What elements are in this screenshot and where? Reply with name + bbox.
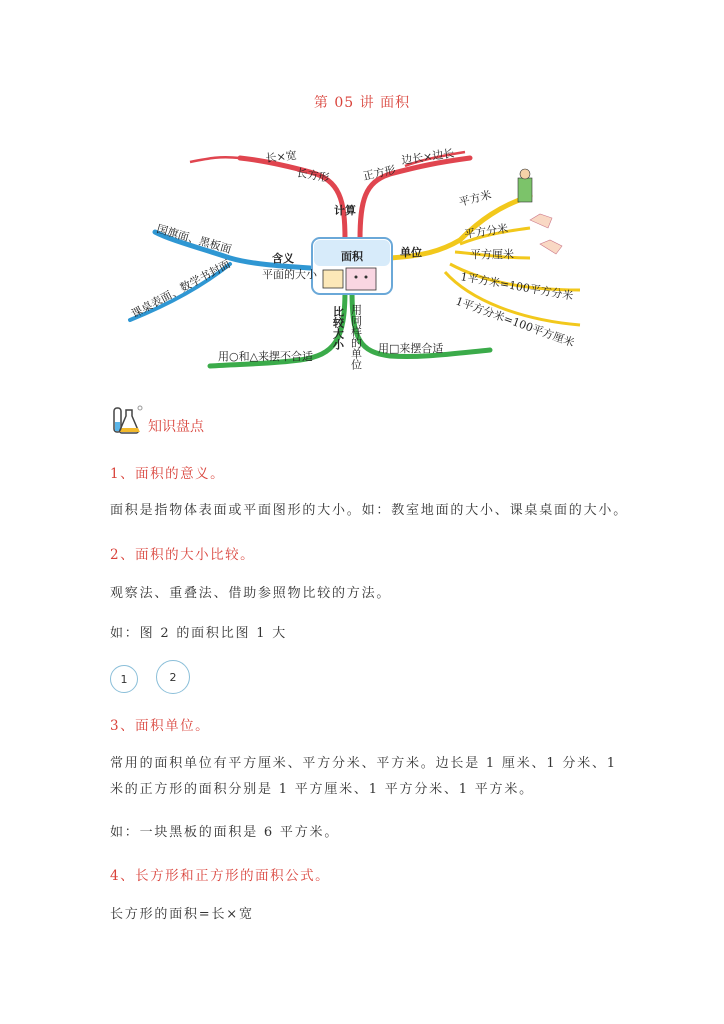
lab-flask-icon (110, 402, 146, 438)
figure-1: 1 (110, 665, 138, 693)
unit-item: 平方厘米 (470, 248, 514, 261)
calc-label: 计算 (334, 204, 356, 217)
square-formula: 边长×边长 (400, 146, 456, 167)
unit-item: 1平方米=100平方分米 (459, 270, 575, 303)
item-paragraph: 观察法、重叠法、借助参照物比较的方法。 (110, 586, 392, 601)
unit-item: 1平方分米=100平方厘米 (453, 294, 577, 350)
item-heading: 3、面积单位。 (110, 718, 211, 734)
rect-label: 长方形 (295, 166, 331, 185)
calc-branch (240, 158, 345, 240)
meaning-item: 国旗面、黑板面 (155, 222, 233, 257)
item-paragraph: 常用的面积单位有平方厘米、平方分米、平方米。边长是 1 厘米、1 分米、1 米的正方形的面积分别是 1 平方厘米、1 平方分米、1 平方米。 (110, 756, 617, 797)
item-paragraph: 长方形的面积=长×宽 (110, 907, 254, 922)
square-label: 正方形 (361, 163, 397, 183)
unit-item: 平方米 (457, 188, 493, 209)
mind-map (120, 140, 600, 380)
compare-label: 比较大小 (331, 306, 345, 350)
item-heading: 1、面积的意义。 (110, 466, 226, 482)
compare-item: 用□来摆合适 (378, 342, 444, 355)
center-label: 面积 (341, 250, 363, 263)
item-paragraph: 面积是指物体表面或平面图形的大小。如：教室地面的大小、课桌桌面的大小。 (110, 503, 629, 518)
figure-2: 2 (156, 660, 190, 694)
section-label: 知识盘点 (148, 419, 204, 435)
rect-formula: 长×宽 (264, 148, 298, 165)
item-paragraph: 如：一块黑板的面积是 6 平方米。 (110, 825, 340, 840)
section-header (110, 402, 204, 438)
item-paragraph: 如：图 2 的面积比图 1 大 (110, 626, 288, 641)
meaning-sublabel: 平面的大小 (262, 268, 317, 281)
hand-icon (530, 214, 552, 228)
compare-item: 用○和△来摆不合适 (218, 350, 314, 363)
unit-label: 单位 (400, 246, 422, 259)
item-heading: 4、长方形和正方形的面积公式。 (110, 868, 331, 884)
unit-item: 平方分米 (463, 221, 509, 241)
item-heading: 2、面积的大小比较。 (110, 547, 256, 563)
page-title: 第 05 讲 面积 (313, 95, 411, 111)
finger-icon (540, 240, 562, 254)
compare-sublabel: 用同样的单位 (349, 304, 363, 370)
meaning-label: 含义 (272, 252, 294, 265)
meaning-item: 课桌表面、数学书封面 (129, 257, 233, 321)
person-icon (518, 178, 532, 202)
